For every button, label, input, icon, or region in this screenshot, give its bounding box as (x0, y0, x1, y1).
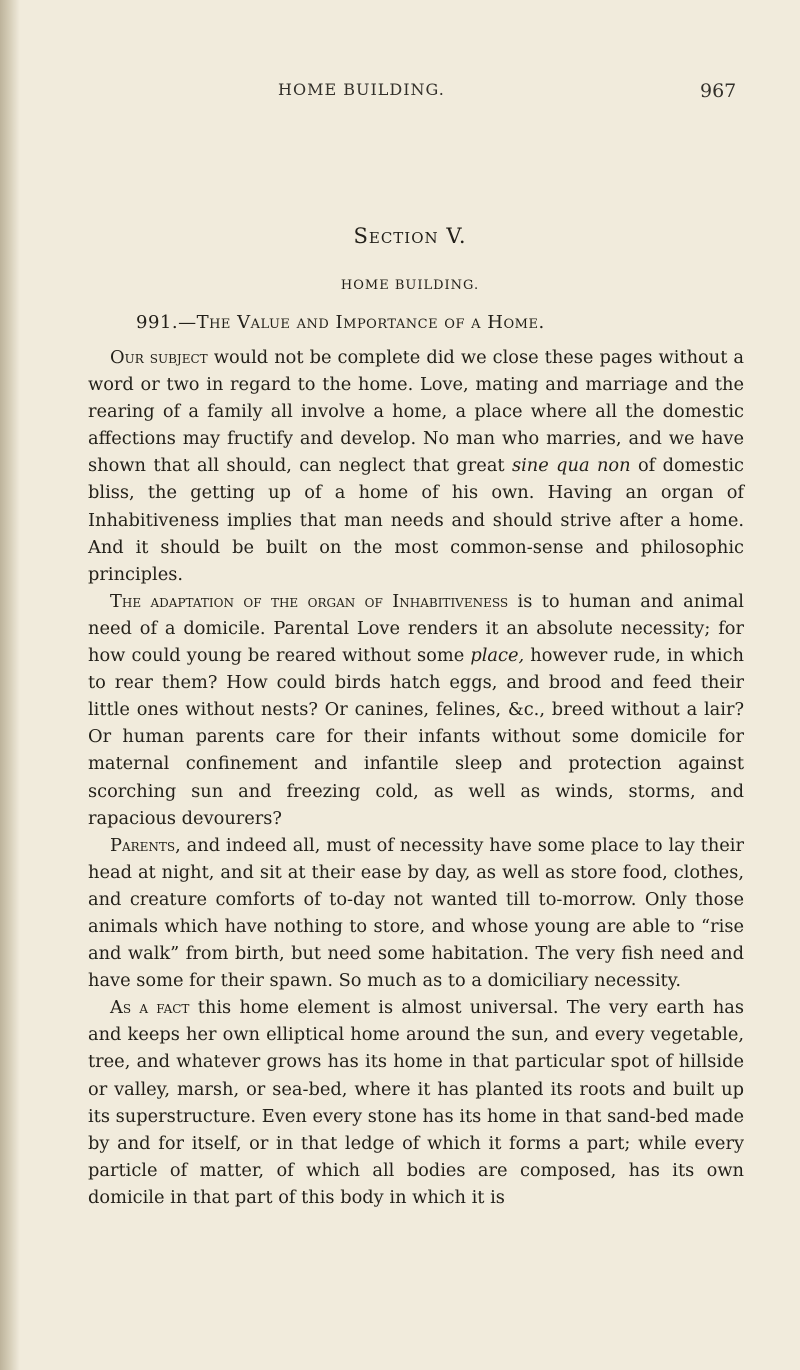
binding-shadow (0, 0, 20, 1370)
article-body (88, 344, 744, 1211)
paragraph-4 (88, 994, 744, 1211)
paragraph-lead: Parents, (110, 834, 181, 856)
text-run: is to human and animal need of a domicile. Parental Love renders it an absolute necessity; for how could young be reared without some (88, 590, 744, 667)
italic-phrase: sine qua non (511, 455, 631, 477)
text-run: and indeed all, must of necessity have some place to lay their head at night, and sit at their ease by day, as well as store food, clothes, and creature comforts of to-day not wanted till to-morrow. Only those animals which have nothing to store, and whose young are able to “rise and walk” from birth, but need some habitation. The very fish need and have some for their spawn. So much as to a domiciliary necessity. (88, 834, 744, 992)
article-heading: 991.—The Value and Importance of a Home. (136, 312, 545, 333)
section-title: Section V. (353, 224, 467, 248)
text-run: of domestic bliss, the getting up of a home of his own. Having an organ of Inhabitiveness implies that man needs and should strive after a home. And it should be built on the most common-sense and philosophic principles. (88, 455, 744, 585)
paragraph-lead: As a fact (110, 997, 190, 1019)
text-run: however rude, in which to rear them? How could birds hatch eggs, and brood and feed their little ones without nests? Or canines, felines, &c., breed without a lair? Or human parents care for their infants without some domicile for maternal confinement and infantile sleep and protection against scorching sun and freezing cold, as well as winds, storms, and rapacious devourers? (88, 645, 744, 829)
text-run: would not be complete did we close these pages without a word or two in regard to the home. Love, mating and marriage and the rearing of a family all involve a home, a place where all the domestic affections may fructify and develop. No man who marries, and we have shown that all should, can neglect that great (88, 347, 744, 477)
paragraph-lead: The adaptation of the organ of Inhabitiveness (110, 590, 509, 612)
page-number: 967 (700, 80, 737, 102)
paragraph-1 (88, 344, 744, 588)
paragraph-2 (88, 588, 744, 832)
paragraph-3 (88, 832, 744, 995)
running-head (0, 80, 800, 106)
running-title: HOME BUILDING. (278, 80, 445, 99)
section-subtitle: HOME BUILDING. (340, 278, 480, 293)
text-run: this home element is almost universal. The very earth has and keeps her own elliptical home around the sun, and every vegetable, tree, and whatever grows has its home in that particular spot of hillside or valley, marsh, or sea-bed, where it has planted its roots and built up its superstructure. Even every stone has its home in that sand-bed made by and for itself, or in that ledge of which it forms a part; while every particle of matter, of which all bodies are composed, has its own domicile in that part of this body in which it is (88, 997, 745, 1208)
paragraph-lead: Our subject (110, 347, 208, 368)
italic-phrase: place, (470, 645, 525, 667)
